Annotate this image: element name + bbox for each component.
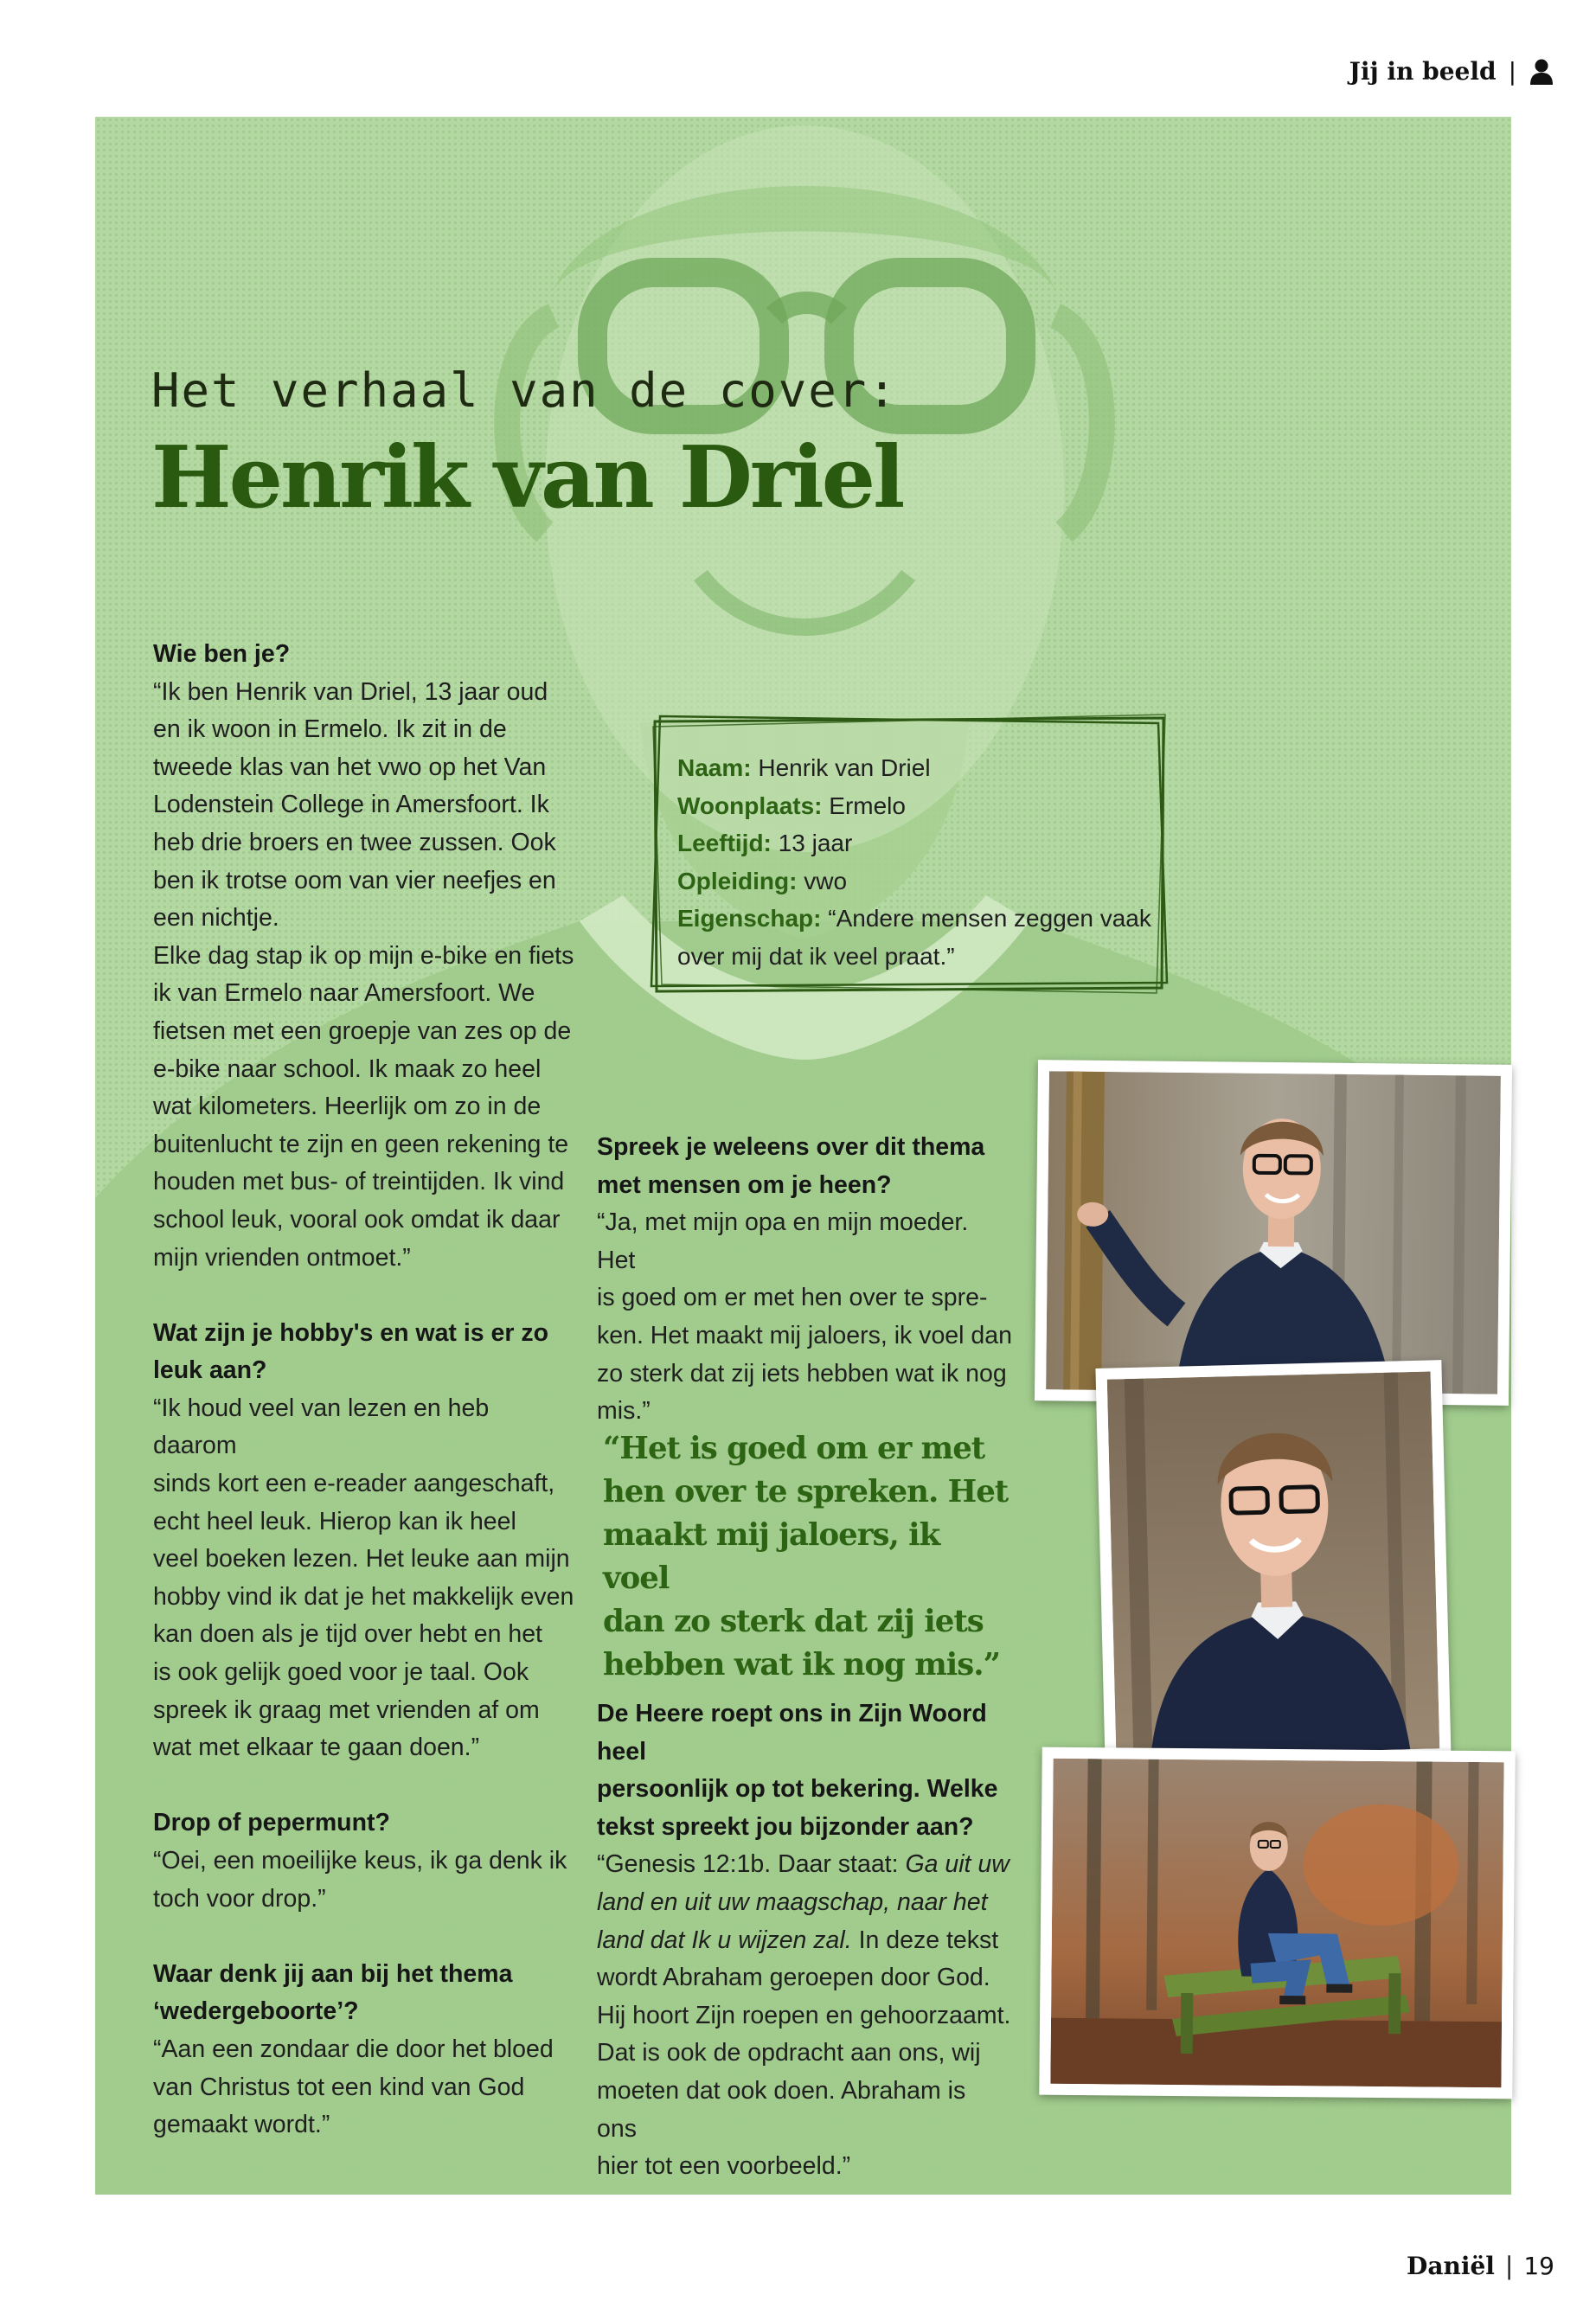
quote-line: maakt mij jaloers, ik voel: [603, 1517, 940, 1596]
text-line: [597, 1846, 1012, 1884]
answer-bible-text: [597, 1846, 1012, 2185]
article-title: Henrik van Driel: [151, 428, 903, 528]
profile-info-box: [653, 718, 1163, 990]
text-line: “Ik houd veel van lezen en heb daarom: [153, 1394, 490, 1460]
scripture-quote: land dat Ik u wijzen zal.: [597, 1926, 852, 1954]
text-line: mis.”: [597, 1397, 651, 1426]
question-rebirth-theme: [153, 1956, 577, 2031]
answer-drop-or-peppermint: [153, 1843, 577, 1918]
scripture-quote: Ga uit uw: [905, 1850, 1010, 1879]
quote-line: hen over te spreken. Het: [603, 1474, 1009, 1509]
question-hobbies: [153, 1315, 577, 1390]
footer-separator: |: [1504, 2252, 1514, 2280]
text-line: Hij hoort Zijn roepen en gehoorzaamt.: [597, 2001, 1011, 2029]
profile-label: Woonplaats:: [677, 792, 823, 819]
text-line: mijn vrienden ontmoet.”: [153, 1243, 411, 1272]
section-name: Jij in beeld: [1349, 57, 1497, 86]
section-label: [1349, 57, 1554, 86]
quote-line: “Het is goed om er met: [603, 1431, 985, 1466]
profile-label: Opleiding:: [677, 867, 798, 894]
paragraph-gap: [153, 1918, 577, 1956]
profile-row-age: [677, 824, 1163, 862]
photo-leaning-tree-image: [1046, 1071, 1501, 1394]
text-line: houden met bus- of treintijden. Ik vind: [153, 1168, 565, 1196]
profile-row-education: [677, 862, 1163, 901]
text-line: tweede klas van het vwo op het Van: [153, 753, 547, 781]
text-line: [597, 1922, 1012, 1960]
text-line: ken. Het maakt mij jaloers, ik voel dan: [597, 1321, 1012, 1349]
text-line: wat met elkaar te gaan doen.”: [153, 1734, 480, 1762]
text-line: Dat is ook de opdracht aan ons, wij: [597, 2039, 981, 2067]
text-line: wordt Abraham geroepen door God.: [597, 1964, 990, 1992]
text-line: veel boeken lezen. Het leuke aan mijn: [153, 1545, 570, 1574]
text-line: is ook gelijk goed voor je taal. Ook: [153, 1658, 529, 1687]
pull-quote: [603, 1427, 1010, 1687]
article-subtitle: Het verhaal van de cover:: [151, 363, 898, 418]
question-who-are-you: Wie ben je?: [153, 640, 291, 668]
question-talk-about-theme: [597, 1129, 1012, 1204]
photo-sitting-bench-image: [1050, 1759, 1503, 2088]
text-line: toch voor drop.”: [153, 1884, 326, 1913]
text-line: fietsen met een groepje van zes op de: [153, 1016, 572, 1045]
text-line: en ik woon in Ermelo. Ik zit in de: [153, 715, 507, 744]
paragraph-gap: [153, 1277, 577, 1315]
question-bible-text: [597, 1695, 1012, 1846]
text-span: “Genesis 12:1b. Daar staat:: [597, 1850, 906, 1879]
profile-value: “Andere mensen zeggen vaak: [821, 905, 1151, 933]
text-line: leuk aan?: [153, 1356, 267, 1385]
text-line: ben ik trotse oom van vier neefjes en: [153, 866, 556, 894]
answer-hobbies: [153, 1390, 577, 1767]
profile-value: vwo: [797, 867, 848, 894]
text-line: tekst spreekt jou bijzonder aan?: [597, 1812, 974, 1841]
text-line: Lodenstein College in Amersfoort. Ik: [153, 791, 549, 819]
answer-talk-about-theme: [597, 1204, 1012, 1431]
text-line: ik van Ermelo naar Amersfoort. We: [153, 979, 535, 1008]
photo-portrait-smiling: [1095, 1360, 1451, 1768]
magazine-name: Daniël: [1407, 2252, 1495, 2280]
text-line: Wat zijn je hobby's en wat is er zo: [153, 1318, 549, 1347]
text-line: e-bike naar school. Ik maak zo heel: [153, 1054, 542, 1083]
section-separator: |: [1508, 57, 1516, 86]
person-icon: [1529, 58, 1554, 86]
quote-line: hebben wat ik nog mis.”: [603, 1647, 1001, 1682]
left-text-column: [153, 636, 577, 2144]
quote-line: dan zo sterk dat zij iets: [603, 1604, 984, 1639]
text-line: wat kilometers. Heerlijk om zo in de: [153, 1093, 542, 1121]
text-line: is goed om er met hen over te spre-: [597, 1284, 988, 1312]
text-line: zo sterk dat zij iets hebben wat ik nog: [597, 1359, 1007, 1388]
text-line: persoonlijk op tot bekering. Welke: [597, 1775, 998, 1804]
photo-sitting-bench: [1039, 1747, 1515, 2099]
answer-who-are-you: [153, 674, 577, 1278]
profile-label: Eigenschap:: [677, 905, 822, 933]
text-line: buitenlucht te zijn en geen rekening te: [153, 1130, 569, 1158]
question-drop-or-peppermint: Drop of pepermunt?: [153, 1809, 390, 1837]
text-line: met mensen om je heen?: [597, 1170, 892, 1199]
text-line: Waar denk jij aan bij het thema: [153, 1959, 513, 1988]
text-line: spreek ik graag met vrienden af om: [153, 1695, 540, 1724]
page-number: 19: [1523, 2252, 1554, 2280]
text-line: school leuk, vooral ook omdat ik daar: [153, 1205, 561, 1234]
profile-value: 13 jaar: [771, 830, 853, 857]
text-line: hobby vind ik dat je het makkelijk even: [153, 1582, 574, 1611]
profile-value: Henrik van Driel: [751, 754, 931, 781]
text-line: heb drie broers en twee zussen. Ook: [153, 828, 556, 856]
profile-row-residence: [677, 787, 1163, 825]
text-line: van Christus tot een kind van God: [153, 2073, 525, 2101]
profile-value: Ermelo: [822, 792, 906, 819]
page-footer: [1407, 2252, 1554, 2280]
profile-row-name: [677, 749, 1163, 787]
text-line: een nichtje.: [153, 904, 279, 933]
text-line: “Ik ben Henrik van Driel, 13 jaar oud: [153, 677, 548, 706]
middle-text-column: [597, 1129, 1012, 1431]
text-line: gemaakt wordt.”: [153, 2111, 330, 2139]
text-line: “Oei, een moeilijke keus, ik ga denk ik: [153, 1847, 567, 1875]
middle-text-column-lower: [597, 1695, 1012, 2186]
text-line: echt heel leuk. Hierop kan ik heel: [153, 1507, 516, 1535]
paragraph-gap: [153, 1767, 577, 1805]
text-line: sinds kort een e-reader aangeschaft,: [153, 1470, 555, 1498]
profile-row-trait: [677, 900, 1163, 938]
profile-label: Naam:: [677, 754, 752, 781]
profile-label: Leeftijd:: [677, 830, 772, 857]
text-line: hier tot een voorbeeld.”: [597, 2152, 851, 2181]
photo-leaning-tree: [1035, 1060, 1512, 1406]
text-line: moeten dat ook doen. Abraham is ons: [597, 2076, 966, 2143]
answer-rebirth-theme: [153, 2031, 577, 2144]
scripture-quote: land en uit uw maagschap, naar het: [597, 1888, 988, 1916]
text-line: “Aan een zondaar die door het bloed: [153, 2035, 554, 2063]
text-line: De Heere roept ons in Zijn Woord heel: [597, 1700, 987, 1766]
text-span: In deze tekst: [851, 1926, 999, 1954]
text-line: ‘wedergeboorte’?: [153, 1997, 359, 2026]
text-line: Elke dag stap ik op mijn e-bike en fiets: [153, 941, 574, 970]
text-line: Spreek je weleens over dit thema: [597, 1133, 985, 1161]
profile-row-trait-continued: over mij dat ik veel praat.”: [677, 942, 955, 970]
text-line: “Ja, met mijn opa en mijn moeder. Het: [597, 1208, 969, 1274]
text-line: kan doen als je tijd over hebt en het: [153, 1620, 542, 1649]
photo-portrait-smiling-image: [1107, 1371, 1440, 1756]
